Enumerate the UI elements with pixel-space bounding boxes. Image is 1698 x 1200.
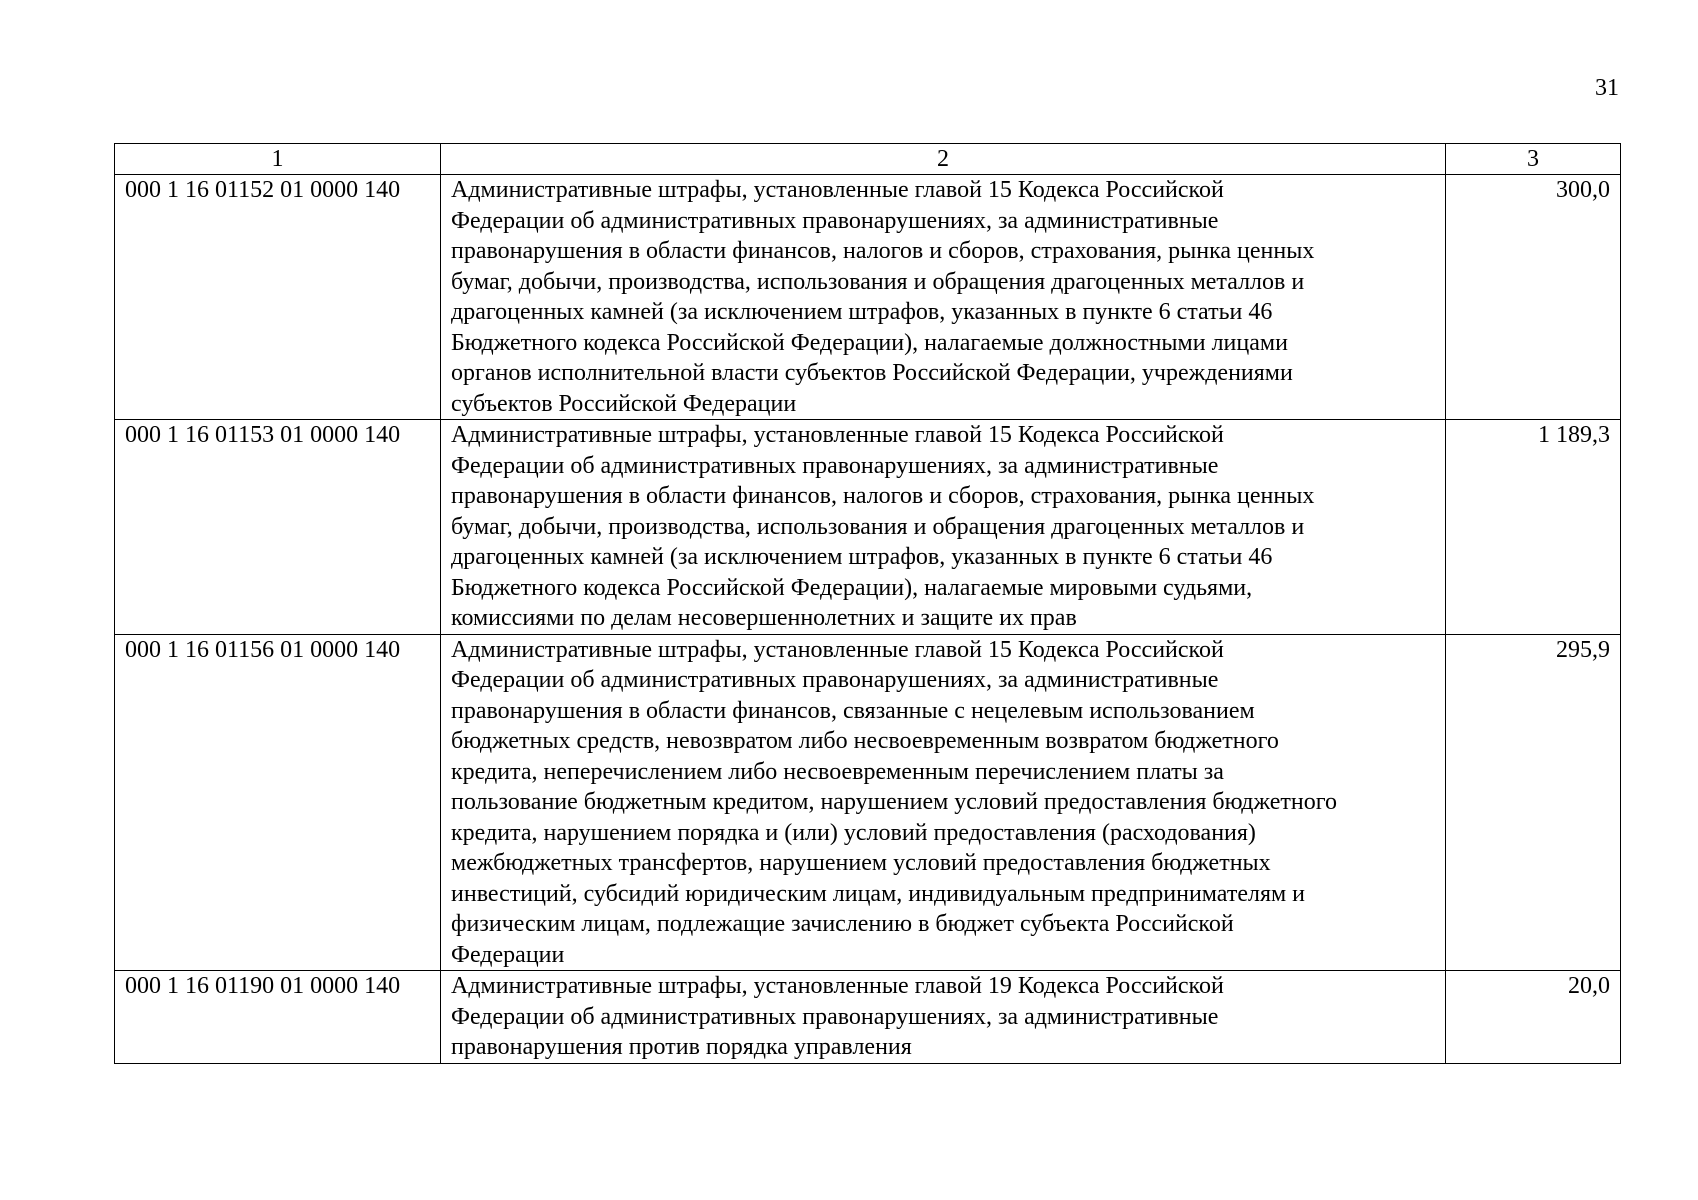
description-line: Административные штрафы, установленные главой 15 Кодекса Российской xyxy=(451,177,1224,203)
description-line: драгоценных камней (за исключением штрафов, указанных в пункте 6 статьи 46 xyxy=(451,299,1273,325)
description-line: инвестиций, субсидий юридическим лицам, индивидуальным предпринимателям и xyxy=(451,880,1306,907)
table-header xyxy=(115,144,1621,175)
page-number: 31 xyxy=(1595,75,1619,101)
description-cell xyxy=(441,971,1446,1064)
description-cell xyxy=(441,634,1446,971)
description-line: пользование бюджетным кредитом, нарушением условий предоставления бюджетного xyxy=(451,789,1338,815)
description-line: Федерации об административных правонарушениях, за административные xyxy=(451,207,1219,234)
description-line: бюджетных средств, невозвратом либо несвоевременным возвратом бюджетного xyxy=(451,728,1279,754)
description-line: Административные штрафы, установленные главой 15 Кодекса Российской xyxy=(451,636,1224,663)
description-cell xyxy=(441,420,1446,635)
description-line: межбюджетных трансфертов, нарушением условий предоставления бюджетных xyxy=(451,850,1271,876)
description-line: Бюджетного кодекса Российской Федерации), налагаемые мировыми судьями, xyxy=(451,574,1253,601)
description-line: Федерации об административных правонарушениях, за административные xyxy=(451,452,1219,479)
description-line: Федерации об административных правонарушениях, за административные xyxy=(451,667,1219,693)
budget-revenue-table xyxy=(114,143,1621,1064)
column-header-description: 2 xyxy=(441,144,1446,175)
description-line: Административные штрафы, установленные главой 19 Кодекса Российской xyxy=(451,973,1224,999)
description-line: драгоценных камней (за исключением штрафов, указанных в пункте 6 статьи 46 xyxy=(451,544,1273,570)
table-body xyxy=(115,175,1621,1064)
amount-cell: 300,0 xyxy=(1446,175,1621,420)
description-line: комиссиями по делам несовершеннолетних и защите их прав xyxy=(451,605,1077,631)
amount-cell: 20,0 xyxy=(1446,971,1621,1064)
description-line: бумаг, добычи, производства, использования и обращения драгоценных металлов и xyxy=(451,268,1305,295)
column-header-amount: 3 xyxy=(1446,144,1621,175)
column-header-code: 1 xyxy=(115,144,441,175)
revenue-code-cell: 000 1 16 01190 01 0000 140 xyxy=(115,971,441,1064)
revenue-code-cell: 000 1 16 01156 01 0000 140 xyxy=(115,634,441,971)
amount-cell: 1 189,3 xyxy=(1446,420,1621,635)
description-line: бумаг, добычи, производства, использования и обращения драгоценных металлов и xyxy=(451,513,1305,540)
revenue-code-cell: 000 1 16 01153 01 0000 140 xyxy=(115,420,441,635)
description-line: Бюджетного кодекса Российской Федерации), налагаемые должностными лицами xyxy=(451,329,1288,356)
description-line: Федерации xyxy=(451,941,565,968)
description-line: органов исполнительной власти субъектов Российской Федерации, учреждениями xyxy=(451,360,1293,386)
table-row xyxy=(115,634,1621,971)
description-line: правонарушения в области финансов, налогов и сборов, страхования, рынка ценных xyxy=(451,483,1315,509)
amount-cell: 295,9 xyxy=(1446,634,1621,971)
description-line: правонарушения в области финансов, налогов и сборов, страхования, рынка ценных xyxy=(451,238,1315,264)
table-row xyxy=(115,971,1621,1064)
description-line: Федерации об административных правонарушениях, за административные xyxy=(451,1003,1219,1030)
description-line: правонарушения против порядка управления xyxy=(451,1034,912,1060)
description-line: кредита, нарушением порядка и (или) условий предоставления (расходования) xyxy=(451,819,1256,846)
description-cell xyxy=(441,175,1446,420)
table-row xyxy=(115,420,1621,635)
description-line: кредита, неперечислением либо несвоевременным перечислением платы за xyxy=(451,758,1224,785)
table-row xyxy=(115,175,1621,420)
description-line: физическим лицам, подлежащие зачислению в бюджет субъекта Российской xyxy=(451,911,1234,937)
revenue-code-cell: 000 1 16 01152 01 0000 140 xyxy=(115,175,441,420)
table-header-row xyxy=(115,144,1621,175)
description-line: правонарушения в области финансов, связанные с нецелевым использованием xyxy=(451,697,1255,724)
description-line: субъектов Российской Федерации xyxy=(451,390,797,417)
description-line: Административные штрафы, установленные главой 15 Кодекса Российской xyxy=(451,422,1224,448)
